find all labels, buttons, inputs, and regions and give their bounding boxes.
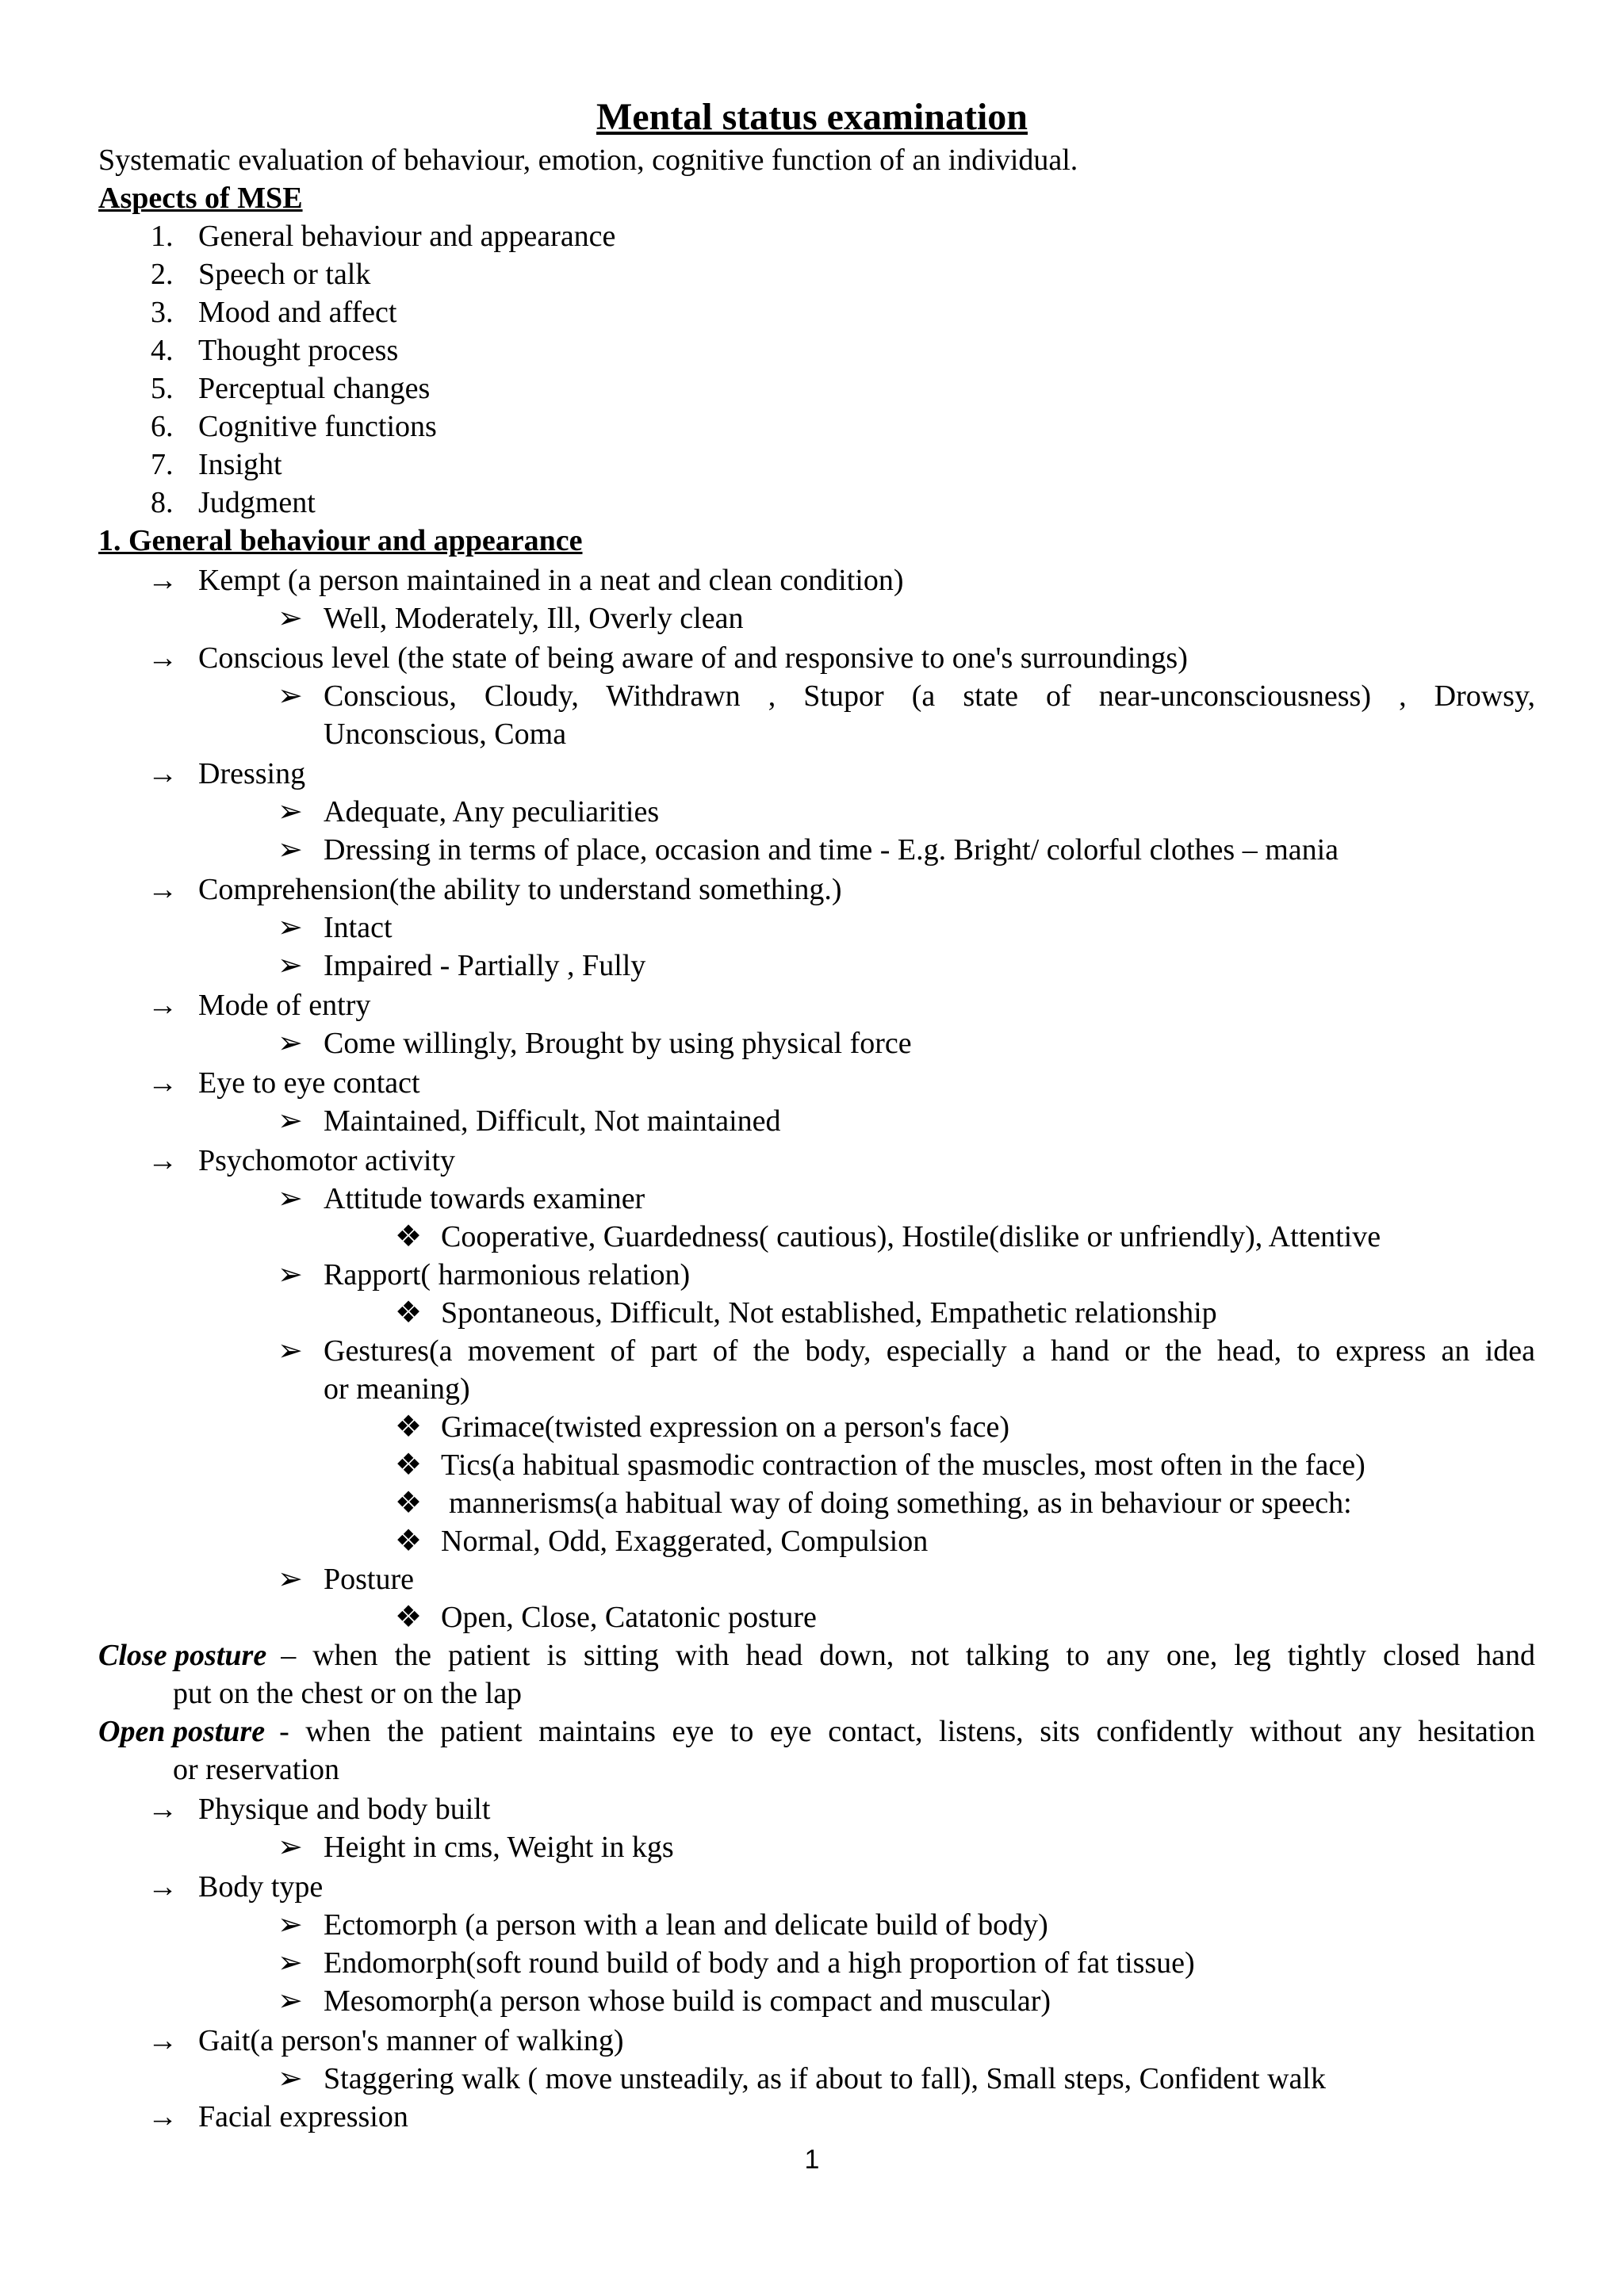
list-item: Adequate, Any peculiarities xyxy=(324,795,660,828)
open-posture-paragraph xyxy=(98,1712,1535,1751)
list-item: Facial expression xyxy=(198,2100,408,2133)
aspect-number: 8. xyxy=(151,486,174,519)
list-item: mannerisms(a habitual way of doing something, as in behaviour or speech: xyxy=(449,1487,1352,1520)
list-item: Physique and body built xyxy=(198,1793,491,1826)
aspect-item: General behaviour and appearance xyxy=(198,220,616,253)
arrow-bullet-icon: ➢ xyxy=(278,1831,303,1864)
aspect-number: 7. xyxy=(151,448,174,481)
list-item: Dressing in terms of place, occasion and time - E.g. Bright/ colorful clothes – mania xyxy=(324,833,1339,867)
list-item: Tics(a habitual spasmodic contraction of the muscles, most often in the face) xyxy=(441,1448,1365,1482)
diamond-bullet-icon: ❖ xyxy=(395,1525,423,1558)
aspects-heading: Aspects of MSE xyxy=(98,182,303,215)
list-item: Posture xyxy=(324,1563,414,1596)
section-heading: 1. General behaviour and appearance xyxy=(98,524,583,557)
arrow-bullet-icon: ➢ xyxy=(278,1027,303,1060)
list-item: Conscious level (the state of being aware of and responsive to one's surroundings) xyxy=(198,641,1188,675)
list-item: Open, Close, Catatonic posture xyxy=(441,1601,817,1634)
aspect-item: Judgment xyxy=(198,486,316,519)
list-item: Gestures(a movement of part of the body, especially a hand or the head, to express an idea xyxy=(324,1334,1535,1368)
open-posture-term: Open posture xyxy=(98,1715,266,1748)
aspect-item: Speech or talk xyxy=(198,258,371,291)
diamond-bullet-icon: ❖ xyxy=(395,1220,423,1253)
list-item: Mesomorph(a person whose build is compact and muscular) xyxy=(324,1984,1051,2018)
arrow-bullet-icon: ➢ xyxy=(278,679,303,713)
arrow-icon: → xyxy=(147,989,178,1022)
aspect-number: 5. xyxy=(151,372,174,405)
page-title: Mental status examination xyxy=(596,96,1028,138)
list-item-continuation: Unconscious, Coma xyxy=(324,718,567,751)
intro-text: Systematic evaluation of behaviour, emotion, cognitive function of an individual. xyxy=(98,144,1078,177)
aspect-item: Perceptual changes xyxy=(198,372,431,405)
list-item: Ectomorph (a person with a lean and delicate build of body) xyxy=(324,1908,1048,1942)
arrow-icon: → xyxy=(147,757,178,790)
aspect-item: Thought process xyxy=(198,334,399,367)
list-item: Comprehension(the ability to understand something.) xyxy=(198,873,842,906)
arrow-icon: → xyxy=(147,2024,178,2057)
list-item: Maintained, Difficult, Not maintained xyxy=(324,1104,781,1138)
arrow-bullet-icon: ➢ xyxy=(278,1258,303,1292)
list-item: Body type xyxy=(198,1870,324,1904)
arrow-icon: → xyxy=(147,1066,178,1100)
list-item: Spontaneous, Difficult, Not established, Empathetic relationship xyxy=(441,1296,1217,1330)
list-item: Attitude towards examiner xyxy=(324,1182,645,1215)
aspect-item: Mood and affect xyxy=(198,296,397,329)
diamond-bullet-icon: ❖ xyxy=(395,1448,423,1482)
list-item: Staggering walk ( move unsteadily, as if about to fall), Small steps, Confident walk xyxy=(324,2062,1326,2095)
list-item: Grimace(twisted expression on a person's face) xyxy=(441,1410,1009,1444)
arrow-bullet-icon: ➢ xyxy=(278,1946,303,1980)
aspect-number: 2. xyxy=(151,258,174,291)
diamond-bullet-icon: ❖ xyxy=(395,1601,423,1634)
list-item: Psychomotor activity xyxy=(198,1144,456,1177)
arrow-icon: → xyxy=(147,1870,178,1904)
open-posture-text-continuation: or reservation xyxy=(173,1753,339,1786)
list-item: Normal, Odd, Exaggerated, Compulsion xyxy=(441,1525,929,1558)
close-posture-text-continuation: put on the chest or on the lap xyxy=(173,1677,523,1710)
close-posture-term: Close posture xyxy=(98,1639,267,1672)
list-item: Endomorph(soft round build of body and a high proportion of fat tissue) xyxy=(324,1946,1195,1980)
arrow-bullet-icon: ➢ xyxy=(278,1334,303,1368)
aspect-number: 6. xyxy=(151,410,174,443)
arrow-bullet-icon: ➢ xyxy=(278,1104,303,1138)
arrow-bullet-icon: ➢ xyxy=(278,911,303,944)
list-item: Conscious, Cloudy, Withdrawn , Stupor (a state of near-unconsciousness) , Drowsy, xyxy=(324,679,1535,713)
list-item: Well, Moderately, Ill, Overly clean xyxy=(324,602,744,635)
arrow-bullet-icon: ➢ xyxy=(278,1563,303,1596)
diamond-bullet-icon: ❖ xyxy=(395,1487,423,1520)
list-item: Mode of entry xyxy=(198,989,371,1022)
arrow-bullet-icon: ➢ xyxy=(278,1908,303,1942)
arrow-bullet-icon: ➢ xyxy=(278,1984,303,2018)
list-item: Impaired - Partially , Fully xyxy=(324,949,646,982)
arrow-icon: → xyxy=(147,2100,178,2133)
arrow-icon: → xyxy=(147,1793,178,1826)
diamond-bullet-icon: ❖ xyxy=(395,1410,423,1444)
open-posture-text: - when the patient maintains eye to eye contact, listens, sits confidently without any hesitation xyxy=(279,1715,1535,1748)
list-item: Eye to eye contact xyxy=(198,1066,420,1100)
arrow-bullet-icon: ➢ xyxy=(278,2062,303,2095)
aspect-item: Cognitive functions xyxy=(198,410,437,443)
diamond-bullet-icon: ❖ xyxy=(395,1296,423,1330)
list-item: Kempt (a person maintained in a neat and clean condition) xyxy=(198,564,904,597)
aspect-number: 1. xyxy=(151,220,174,253)
list-item: Come willingly, Brought by using physical force xyxy=(324,1027,912,1060)
close-posture-paragraph xyxy=(98,1636,1535,1674)
list-item-continuation: or meaning) xyxy=(324,1372,470,1406)
list-item: Dressing xyxy=(198,757,306,790)
arrow-bullet-icon: ➢ xyxy=(278,949,303,982)
aspect-number: 3. xyxy=(151,296,174,329)
arrow-bullet-icon: ➢ xyxy=(278,795,303,828)
list-item: Gait(a person's manner of walking) xyxy=(198,2024,624,2057)
list-item: Cooperative, Guardedness( cautious), Hostile(dislike or unfriendly), Attentive xyxy=(441,1220,1381,1253)
arrow-bullet-icon: ➢ xyxy=(278,1182,303,1215)
arrow-icon: → xyxy=(147,641,178,675)
arrow-bullet-icon: ➢ xyxy=(278,602,303,635)
list-item: Rapport( harmonious relation) xyxy=(324,1258,691,1292)
page-number: 1 xyxy=(804,2145,820,2175)
aspect-number: 4. xyxy=(151,334,174,367)
list-item: Height in cms, Weight in kgs xyxy=(324,1831,674,1864)
list-item: Intact xyxy=(324,911,393,944)
arrow-bullet-icon: ➢ xyxy=(278,833,303,867)
arrow-icon: → xyxy=(147,564,178,597)
aspect-item: Insight xyxy=(198,448,282,481)
arrow-icon: → xyxy=(147,873,178,906)
close-posture-text: – when the patient is sitting with head down, not talking to any one, leg tightly closed hand xyxy=(281,1639,1535,1672)
arrow-icon: → xyxy=(147,1144,178,1177)
